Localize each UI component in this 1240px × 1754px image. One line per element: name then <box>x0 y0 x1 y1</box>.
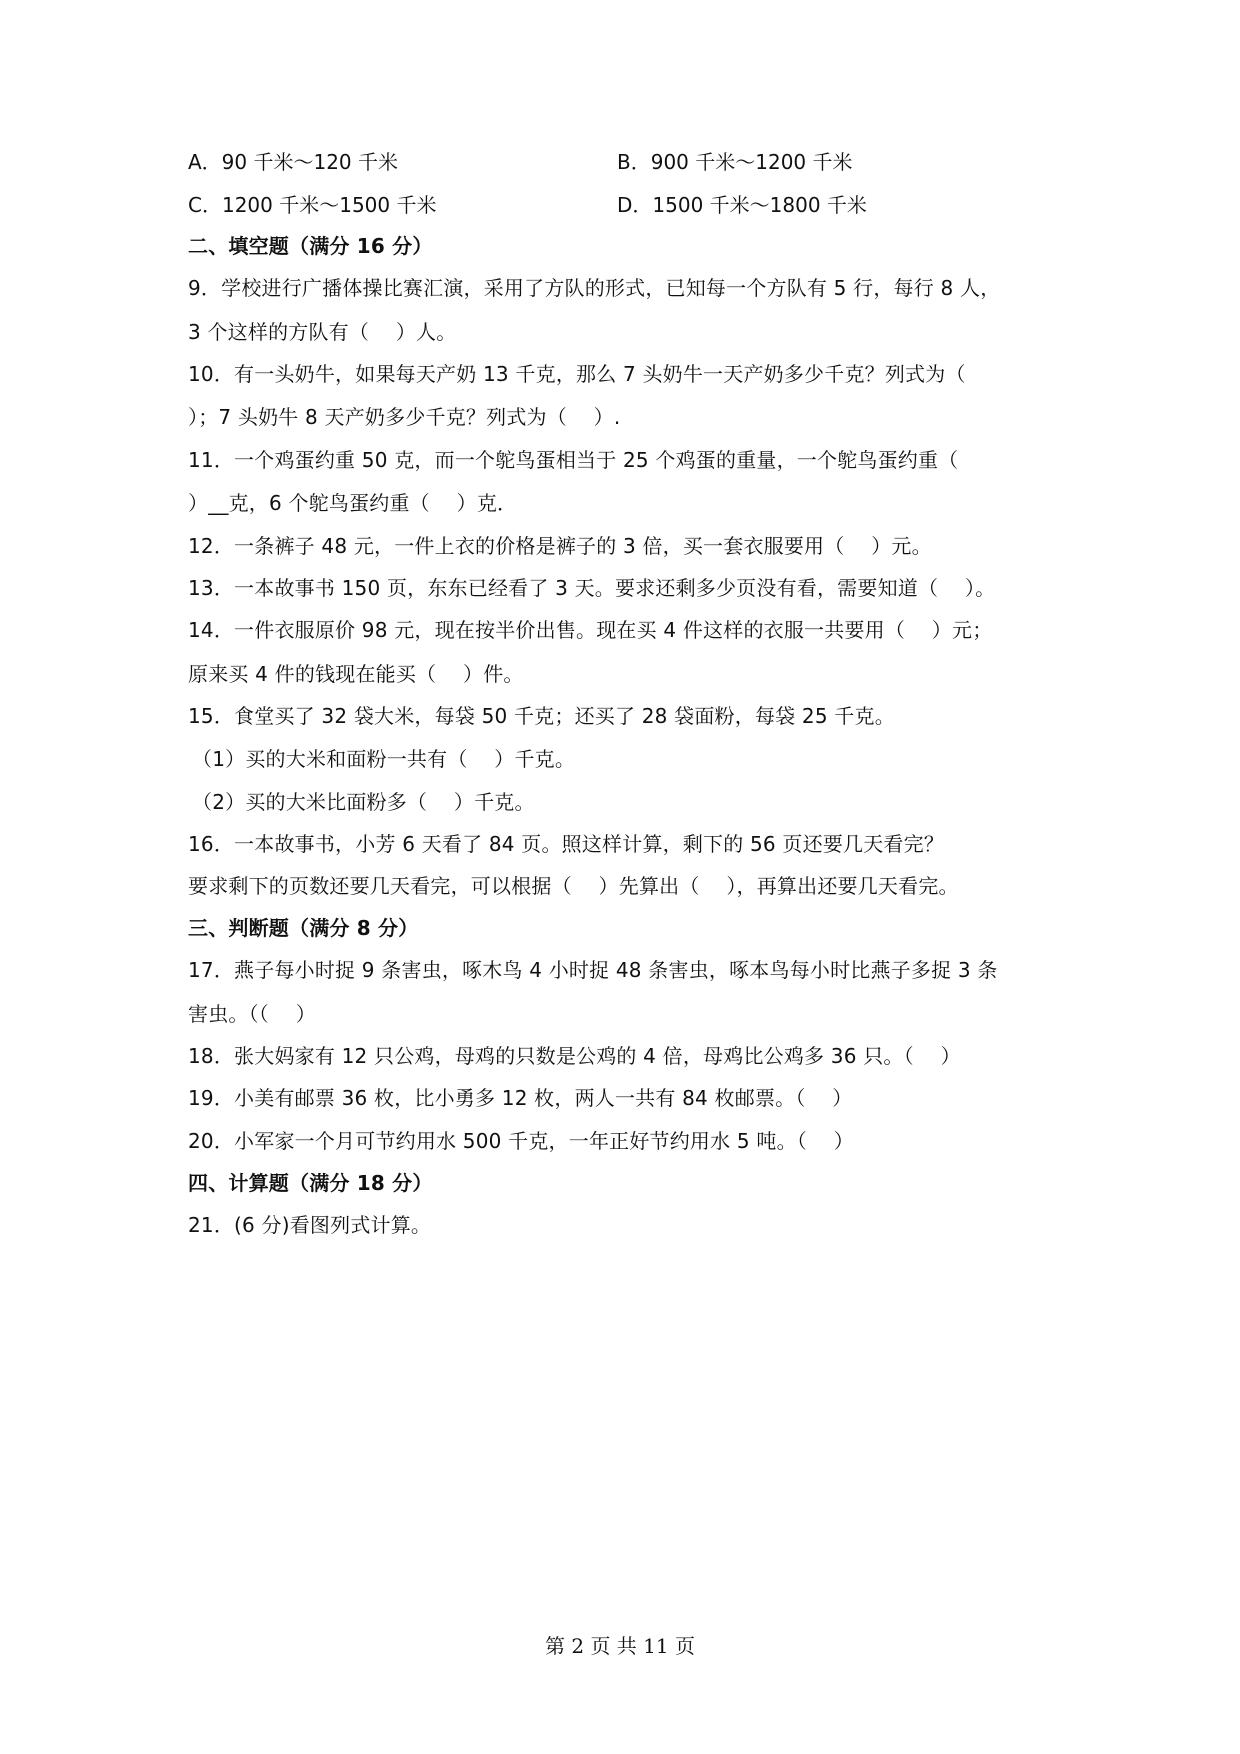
question-13: 13．一本故事书 150 页，东东已经看了 3 天。要求还剩多少页没有看，需要知道（ ）。 <box>188 576 996 600</box>
page-number-footer: 第 2 页 共 11 页 <box>545 1634 695 1658</box>
question-21: 21．(6 分)看图列式计算。 <box>188 1213 432 1237</box>
question-17-line-2: 害虫。（（ ） <box>188 1002 316 1026</box>
option-b: B．900 千米～1200 千米 <box>617 150 853 174</box>
question-20: 20．小军家一个月可节约用水 500 千克，一年正好节约用水 5 吨。（ ） <box>188 1129 854 1153</box>
question-14-line-1: 14．一件衣服原价 98 元，现在按半价出售。现在买 4 件这样的衣服一共要用（ ）元； <box>188 618 993 642</box>
option-a: A．90 千米～120 千米 <box>188 150 399 174</box>
question-15-sub-1: （1）买的大米和面粉一共有（ ）千克。 <box>192 747 576 771</box>
question-11-line-1: 11．一个鸡蛋约重 50 克，而一个鸵鸟蛋相当于 25 个鸡蛋的重量，一个鸵鸟蛋约重（ <box>188 448 959 472</box>
question-12: 12．一条裤子 48 元，一件上衣的价格是裤子的 3 倍，买一套衣服要用（ ）元。 <box>188 534 932 558</box>
section-heading-true-false: 三、判断题（满分 8 分） <box>188 916 419 940</box>
question-16-line-2: 要求剩下的页数还要几天看完，可以根据（ ）先算出（ ），再算出还要几天看完。 <box>188 874 959 898</box>
question-10-line-2: ）；7 头奶牛 8 天产奶多少千克？列式为（ ）. <box>188 405 621 429</box>
section-heading-fill-in: 二、填空题（满分 16 分） <box>188 234 433 258</box>
question-17-line-1: 17．燕子每小时捉 9 条害虫，啄木鸟 4 小时捉 48 条害虫，啄本鸟每小时比燕子多捉 3 条 <box>188 958 998 982</box>
question-10-line-1: 10．有一头奶牛，如果每天产奶 13 千克，那么 7 头奶牛一天产奶多少千克？列式为（ <box>188 362 966 386</box>
question-9-line-1: 9．学校进行广播体操比赛汇演，采用了方队的形式，已知每一个方队有 5 行，每行 8 人， <box>188 276 1001 300</box>
option-c: C．1200 千米～1500 千米 <box>188 193 437 217</box>
question-16-line-1: 16．一本故事书，小芳 6 天看了 84 页。照这样计算，剩下的 56 页还要几天看完？ <box>188 832 945 856</box>
option-d: D．1500 千米～1800 千米 <box>617 193 867 217</box>
question-15-line-1: 15．食堂买了 32 袋大米，每袋 50 千克；还买了 28 袋面粉，每袋 25 千克。 <box>188 704 895 728</box>
question-9-line-2: 3 个这样的方队有（ ）人。 <box>188 320 457 344</box>
question-14-line-2: 原来买 4 件的钱现在能买（ ）件。 <box>188 662 524 686</box>
question-11-line-2: ）__克，6 个鸵鸟蛋约重（ ）克． <box>188 491 518 515</box>
question-15-sub-2: （2）买的大米比面粉多（ ）千克。 <box>192 790 535 814</box>
question-18: 18．张大妈家有 12 只公鸡，母鸡的只数是公鸡的 4 倍，母鸡比公鸡多 36 只。（ ） <box>188 1044 961 1068</box>
section-heading-calculation: 四、计算题（满分 18 分） <box>188 1171 433 1195</box>
question-19: 19．小美有邮票 36 枚，比小勇多 12 枚，两人一共有 84 枚邮票。（ ） <box>188 1086 853 1110</box>
